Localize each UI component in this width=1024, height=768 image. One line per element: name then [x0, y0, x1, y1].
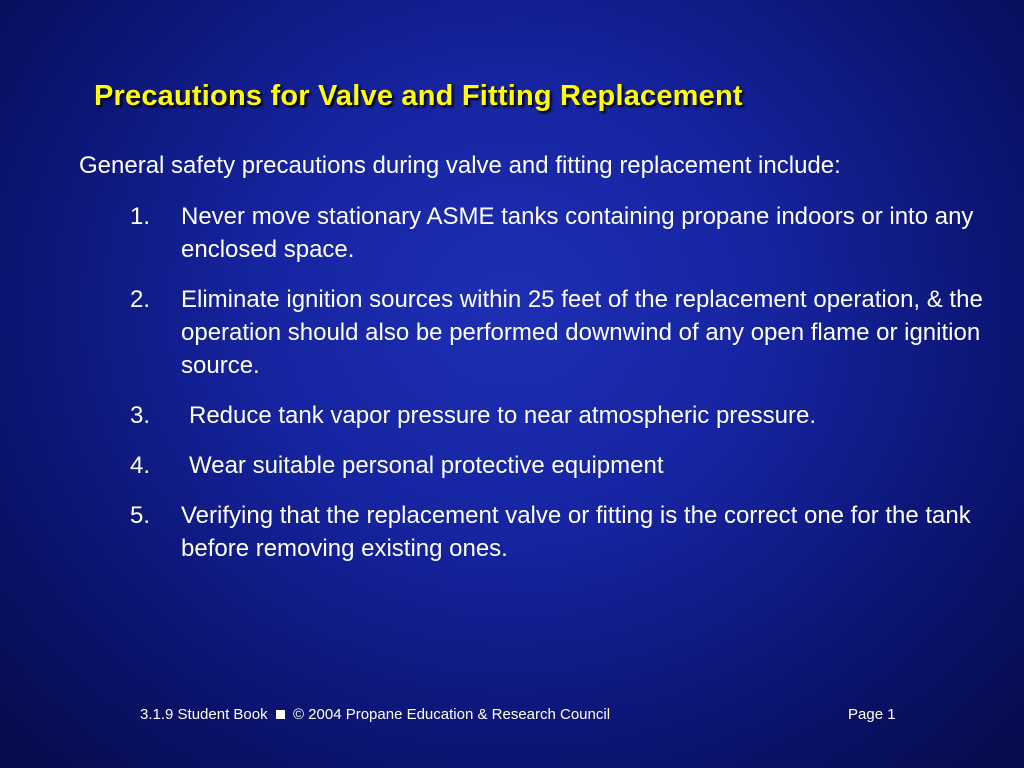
precaution-list [130, 200, 990, 582]
footer [140, 706, 610, 723]
list-item [130, 499, 990, 565]
item-number: 4. [130, 452, 151, 479]
footer-book: 3.1.9 Student Book [140, 706, 268, 723]
item-text: Wear suitable personal protective equipment [189, 452, 664, 479]
square-bullet-icon [276, 710, 285, 719]
item-number: 1. [130, 203, 151, 230]
item-number: 3. [130, 402, 151, 429]
item-number: 2. [130, 286, 151, 313]
footer-copyright: © 2004 Propane Education & Research Council [292, 706, 611, 723]
item-number: 5. [130, 502, 151, 529]
slide-title: Precautions for Valve and Fitting Replacement [94, 80, 743, 112]
list-item [130, 449, 990, 482]
intro-text: General safety precautions during valve and fitting replacement include: [79, 152, 841, 179]
item-text: Reduce tank vapor pressure to near atmospheric pressure. [189, 402, 816, 429]
list-item [130, 399, 990, 432]
list-item [130, 200, 990, 266]
item-text: Verifying that the replacement valve or fitting is the correct one for the tank before removing existing ones. [181, 502, 971, 562]
item-text: Never move stationary ASME tanks containing propane indoors or into any enclosed space. [181, 203, 974, 263]
list-item [130, 283, 990, 382]
item-text: Eliminate ignition sources within 25 feet of the replacement operation, & the operation should also be performed downwind of any open flame or ignition source. [181, 286, 983, 379]
page-number: Page 1 [848, 706, 896, 723]
